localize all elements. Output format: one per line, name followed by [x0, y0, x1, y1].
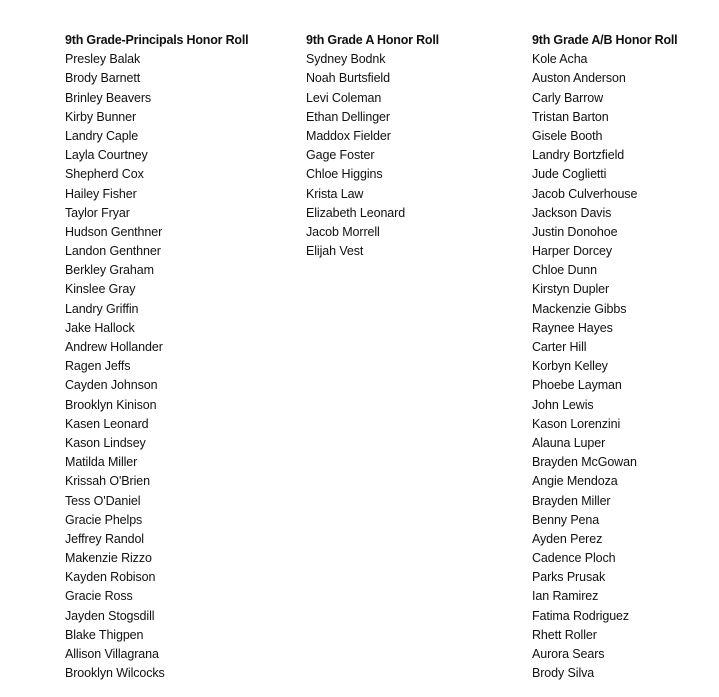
student-name: Hailey Fisher — [65, 186, 137, 201]
student-name: Ian Ramirez — [532, 589, 599, 604]
column-title: 9th Grade A/B Honor Roll — [532, 33, 678, 47]
student-name: Krista Law — [306, 186, 364, 201]
student-name: Raynee Hayes — [532, 320, 613, 335]
student-name: Ayden Perez — [532, 531, 603, 546]
student-name: Layla Courtney — [65, 148, 148, 163]
name-list — [532, 50, 717, 683]
column-title: 9th Grade-Principals Honor Roll — [65, 33, 249, 47]
student-name: Blake Thigpen — [65, 627, 144, 642]
student-name: Krissah O'Brien — [65, 474, 150, 489]
student-name: Taylor Fryar — [65, 205, 130, 220]
student-name: Landry Bortzfield — [532, 148, 625, 163]
student-name: Kasen Leonard — [65, 416, 149, 431]
student-name: Kason Lorenzini — [532, 416, 621, 431]
student-name: Jacob Culverhouse — [532, 186, 638, 201]
column-title: 9th Grade A Honor Roll — [306, 33, 439, 47]
student-name: Kayden Robison — [65, 570, 156, 585]
student-name: Brinley Beavers — [65, 90, 152, 105]
student-name: Brayden McGowan — [532, 455, 637, 470]
student-name: Chloe Dunn — [532, 263, 598, 278]
student-name: Hudson Genthner — [65, 224, 163, 239]
student-name: Carly Barrow — [532, 90, 604, 105]
student-name: Justin Donohoe — [532, 224, 618, 239]
student-name: Jackson Davis — [532, 205, 612, 220]
student-name: John Lewis — [532, 397, 594, 412]
student-name: Gracie Phelps — [65, 512, 143, 527]
principals-honor-roll-column — [65, 31, 295, 683]
student-name: Matilda Miller — [65, 455, 138, 470]
student-name: Elizabeth Leonard — [306, 205, 406, 220]
student-name: Chloe Higgins — [306, 167, 383, 182]
student-name: Gracie Ross — [65, 589, 133, 604]
student-name: Shepherd Cox — [65, 167, 144, 182]
student-name: Gage Foster — [306, 148, 375, 163]
student-name: Landry Caple — [65, 128, 139, 143]
student-name: Tess O'Daniel — [65, 493, 141, 508]
student-name: Brody Barnett — [65, 71, 141, 86]
student-name: Jake Hallock — [65, 320, 135, 335]
student-name: Allison Villagrana — [65, 647, 159, 661]
student-name: Jude Coglietti — [532, 167, 607, 182]
student-name: Harper Dorcey — [532, 244, 612, 259]
student-name: Angie Mendoza — [532, 474, 618, 489]
student-name: Carter Hill — [532, 340, 587, 354]
student-name: Brayden Miller — [532, 493, 611, 508]
student-name: Mackenzie Gibbs — [532, 301, 627, 316]
student-name: Jacob Morrell — [306, 224, 380, 239]
student-name: Elijah Vest — [306, 244, 364, 259]
student-name: Fatima Rodriguez — [532, 608, 630, 623]
ab-honor-roll-column — [532, 31, 717, 683]
student-name: Presley Balak — [65, 52, 141, 67]
a-honor-roll-column — [306, 31, 521, 261]
student-name: Andrew Hollander — [65, 340, 163, 354]
student-name: Alauna Luper — [532, 435, 606, 450]
student-name: Levi Coleman — [306, 90, 382, 105]
student-name: Kason Lindsey — [65, 435, 146, 450]
student-name: Ragen Jeffs — [65, 359, 131, 374]
student-name: Kirstyn Dupler — [532, 282, 610, 297]
student-name: Brody Silva — [532, 666, 595, 681]
student-name: Phoebe Layman — [532, 378, 622, 393]
student-name: Landry Griffin — [65, 301, 139, 316]
student-name: Kinslee Gray — [65, 282, 136, 297]
student-name: Landon Genthner — [65, 244, 161, 259]
student-name: Gisele Booth — [532, 128, 603, 143]
student-name: Aurora Sears — [532, 647, 605, 661]
student-name: Cayden Johnson — [65, 378, 158, 393]
student-name: Brooklyn Kinison — [65, 397, 157, 412]
student-name: Kole Acha — [532, 52, 588, 67]
student-name: Benny Pena — [532, 512, 600, 527]
student-name: Jeffrey Randol — [65, 531, 144, 546]
student-name: Korbyn Kelley — [532, 359, 608, 374]
student-name: Berkley Graham — [65, 263, 154, 278]
student-name: Noah Burtsfield — [306, 71, 390, 86]
student-name: Auston Anderson — [532, 71, 626, 86]
student-name: Cadence Ploch — [532, 551, 616, 566]
student-name: Maddox Fielder — [306, 128, 391, 143]
student-name: Jayden Stogsdill — [65, 608, 155, 623]
student-name: Kirby Bunner — [65, 109, 137, 124]
student-name: Sydney Bodnk — [306, 52, 386, 67]
student-name: Rhett Roller — [532, 627, 597, 642]
student-name: Brooklyn Wilcocks — [65, 666, 165, 681]
name-list — [65, 50, 295, 683]
name-list — [306, 50, 521, 261]
student-name: Makenzie Rizzo — [65, 551, 152, 566]
student-name: Tristan Barton — [532, 109, 609, 124]
student-name: Ethan Dellinger — [306, 109, 390, 124]
student-name: Parks Prusak — [532, 570, 606, 585]
